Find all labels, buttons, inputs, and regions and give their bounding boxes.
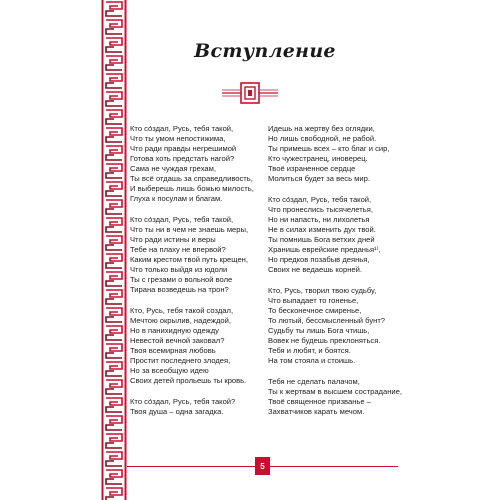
poem-line: То лютый, бессмысленный бунт? [268,316,386,325]
poem-line: Твоя всемирная любовь [130,346,216,355]
poem-line: Тебе на плаху не впервой? [130,245,226,254]
page-number: 5 [255,457,270,475]
poem-line: Что пронеслись тысячелетья, [268,205,373,214]
poem-line: Мечтою окрылив, надеждой, [130,316,231,325]
poem-line: Но за всеобщую идею [130,366,209,375]
decorative-border-band [101,0,127,500]
poem-line: Глуха к посулам и благам. [130,194,223,203]
poem-line: Тирана возведешь на трон? [130,285,229,294]
poem-line: Твоя душа – одна загадка. [130,407,224,416]
poem-line: Ты помнишь Бога ветхих дней [268,235,375,244]
right-stanza-2 [268,195,418,275]
poem-line: Что только выйдя из юдоли [130,265,228,274]
poem-line: Кто со́здал, Русь, тебя такой, [130,215,234,224]
poem-column-right [268,124,418,428]
poem-line: Захватчиков карать мечом. [268,407,365,416]
poem-line: Но в панихидную одежду [130,326,219,335]
poem-line: Кто, Русь, тебя такой создал, [130,306,234,315]
poem-line: Но ни напасть, ни лихолетья [268,215,370,224]
poem-line: Вовек не будешь преклоняться. [268,336,381,345]
poem-line: Но лишь свободной, не рабой. [268,134,377,143]
poem-line: Твоё священное призванье – [268,397,371,406]
ornament-border-icon [101,0,127,500]
poem-line: То бесконечное смиренье, [268,306,362,315]
right-stanza-1 [268,124,418,184]
left-stanza-3 [130,306,270,386]
poem-line: Ты всё отдашь за справедливость, [130,174,253,183]
poem-line: Тебя и любят, и боятся. [268,346,351,355]
poem-line: Ты примешь всех – кто благ и сир, [268,144,390,153]
poem-line: Тебя не сделать палачом, [268,377,360,386]
poem-column-left [130,124,270,428]
poem-line: Готова хоть предстать нагой? [130,154,235,163]
poem-line: Твоё израненное сердце [268,164,356,173]
poem-line: Своих не ведаешь корней. [268,265,362,274]
poem-line: Простит последнего злодея, [130,356,231,365]
right-stanza-4 [268,377,418,417]
poem-line: Что ради правды негрешимой [130,144,237,153]
poem-line: Не в силах изменить дух твой. [268,225,376,234]
poem-line: Судьбу ты лишь Бога чтишь, [268,326,370,335]
poem-line: Кто со́здал, Русь, тебя такой? [130,397,236,406]
poem-line: Что ради истины и веры [130,235,216,244]
poem-line: Хранишь еврейские преданья¹⁾, [268,245,381,254]
poem-line: Кто чужестранец, иноверец. [268,154,368,163]
poem-line: Но предков позабыв деянья, [268,255,370,264]
poem-line: Кто со́здал, Русь, тебя такой, [130,124,234,133]
folk-ornament-icon [222,80,278,106]
poem-line: Своих детей прольешь ты кровь. [130,376,247,385]
poem-line: Ты к жертвам в высшем сострадание, [268,387,402,396]
poem-line: На том стояла и стоишь. [268,356,356,365]
right-stanza-3 [268,286,418,366]
poem-line: Что ты ни в чем не знаешь меры, [130,225,249,234]
poem-line: Кто, Русь, творил твою судьбу, [268,286,377,295]
poem-line: Что ты умом непостижима, [130,134,226,143]
left-stanza-4 [130,397,270,417]
poem-line: Идешь на жертву без оглядки, [268,124,375,133]
poem-line: И выберешь лишь божью милость, [130,184,254,193]
page-title: Вступление [194,40,336,62]
poem-line: Сама не чуждая грехам, [130,164,216,173]
poem-line: Что выпадает то гоненье, [268,296,359,305]
poem-line: Молиться будет за весь мир. [268,174,370,183]
left-stanza-2 [130,215,270,295]
footer-rule-left [127,466,255,467]
poem-line: Невестой вечной заковал? [130,336,225,345]
left-stanza-1 [130,124,270,204]
poem-line: Кто со́здал, Русь, тебя такой, [268,195,372,204]
poem-line: Ты с грезами о вольной воле [130,275,233,284]
poem-line: Каким крестом твой путь крещен, [130,255,248,264]
footer-rule-right [270,466,398,467]
